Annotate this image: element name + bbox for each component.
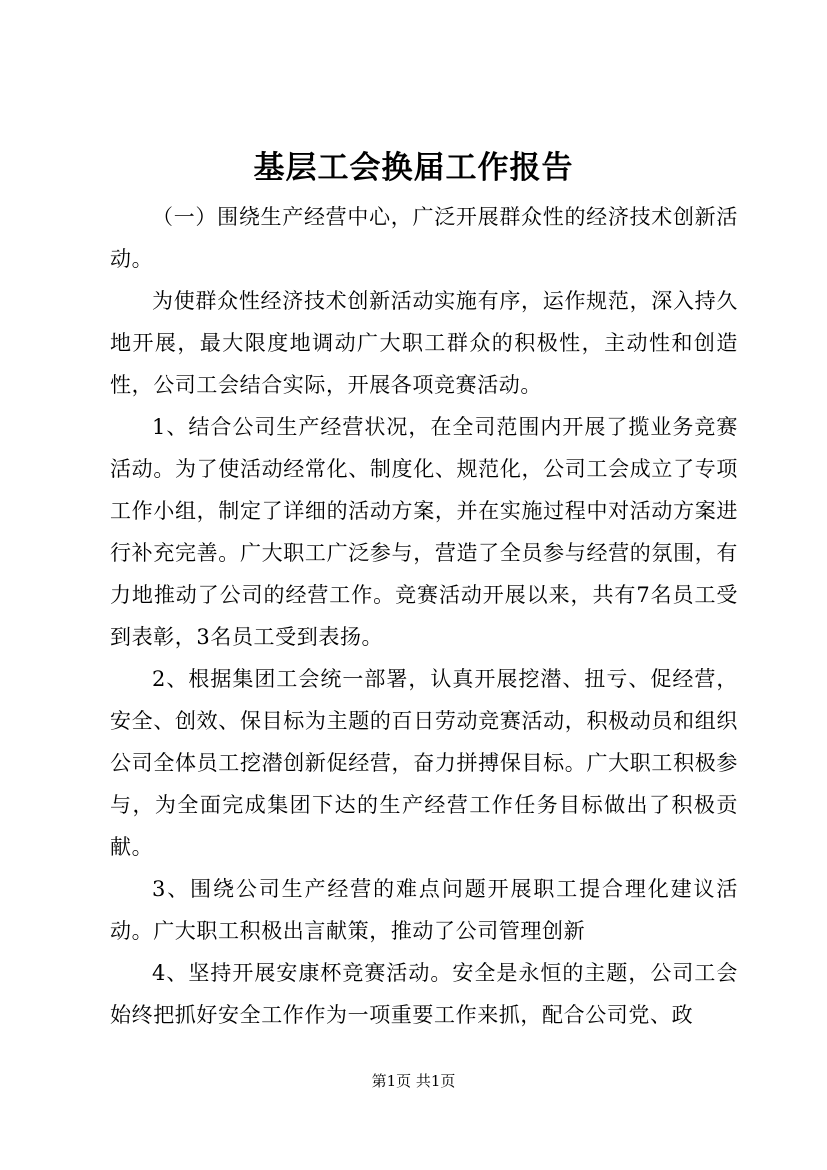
- paragraph-item-3: 3、围绕公司生产经营的难点问题开展职工提合理化建议活动。广大职工积极出言献策，推动了公司管理创新: [110, 877, 738, 943]
- paragraph-item-1: 1、结合公司生产经营状况，在全司范围内开展了揽业务竞赛活动。为了使活动经常化、制度化、规范化，公司工会成立了专项工作小组，制定了详细的活动方案，并在实施过程中对活动方案进行补充完善。广大职工广泛参与，营造了全员参与经营的氛围，有力地推动了公司的经营工作。竞赛活动开展以来，共有7名员工受到表彰，3名员工受到表扬。: [110, 415, 738, 649]
- document-title: 基层工会换届工作报告: [253, 150, 574, 186]
- paragraph-overview: 为使群众性经济技术创新活动实施有序，运作规范，深入持久地开展，最大限度地调动广大职工群众的积极性，主动性和创造性，公司工会结合实际，开展各项竞赛活动。: [110, 289, 738, 397]
- paragraph-item-2: 2、根据集团工会统一部署，认真开展挖潜、扭亏、促经营，安全、创效、保目标为主题的百日劳动竞赛活动，积极动员和组织公司全体员工挖潜创新促经营，奋力拼搏保目标。广大职工积极参与，为全面完成集团下达的生产经营工作任务目标做出了积极贡献。: [110, 667, 738, 859]
- paragraph-item-4: 4、坚持开展安康杯竞赛活动。安全是永恒的主题，公司工会始终把抓好安全工作作为一项重要工作来抓，配合公司党、政: [110, 961, 738, 1027]
- paragraph-intro: （一）围绕生产经营中心，广泛开展群众性的经济技术创新活动。: [110, 205, 738, 271]
- page-number-footer: 第1页 共1页: [371, 1072, 456, 1090]
- document-body: [110, 196, 738, 1036]
